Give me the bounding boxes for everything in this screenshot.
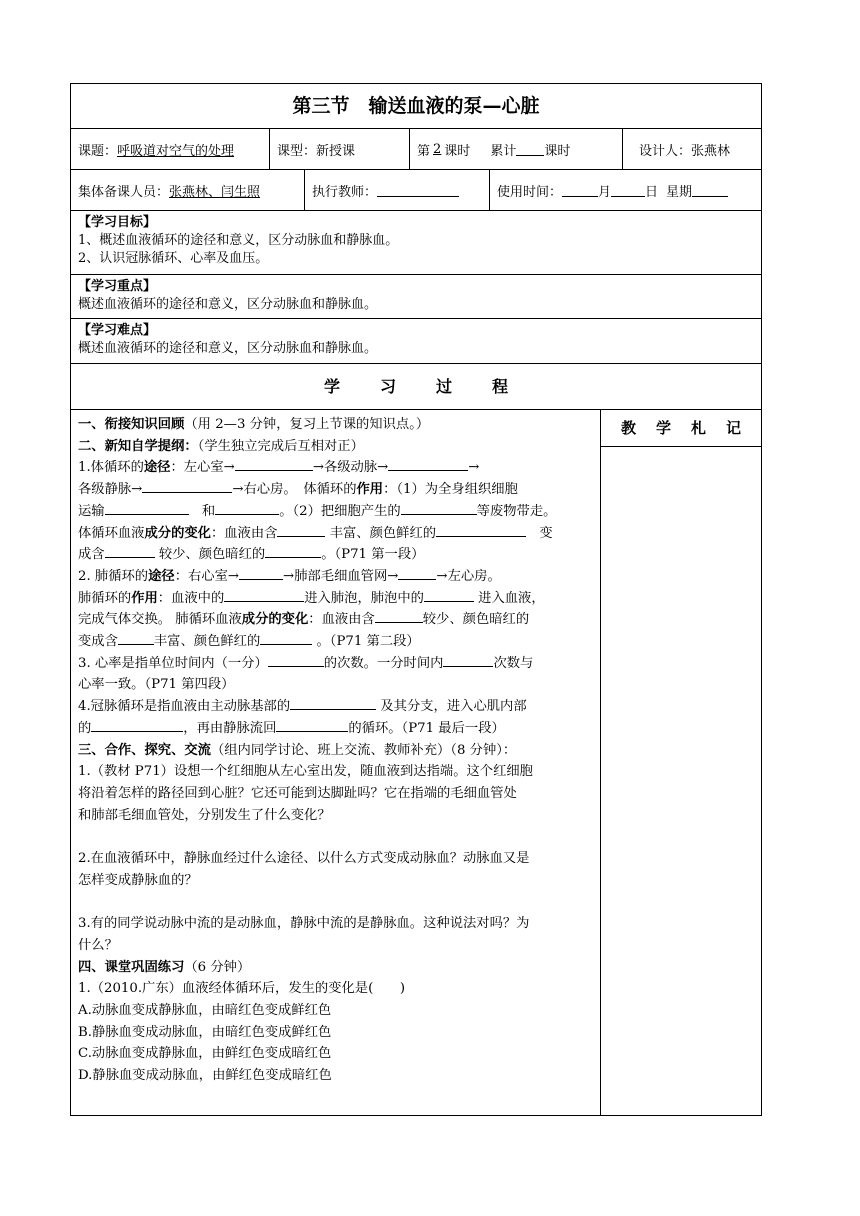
section-heading: 三、合作、探究、交流 bbox=[78, 742, 211, 758]
text: 1.体循环的 bbox=[78, 460, 144, 476]
key-points-text: 概述血液循环的途径和意义，区分动脉血和静脉血。 bbox=[78, 297, 378, 312]
text: 较少、颜色暗红的 bbox=[158, 547, 266, 563]
difficulties-text: 概述血液循环的途径和意义，区分动脉血和静脉血。 bbox=[78, 341, 378, 356]
text: 成含 bbox=[78, 547, 105, 563]
exercise-1: 1.（2010.广东）血液经体循环后，发生的变化是( ) bbox=[78, 981, 406, 997]
topic-cell bbox=[71, 129, 270, 169]
line bbox=[78, 653, 594, 675]
teacher-cell bbox=[305, 170, 490, 210]
text: 丰富、颜色鲜红的 bbox=[329, 525, 437, 541]
info-row-2 bbox=[71, 170, 761, 211]
group-value: 张燕林、闫生照 bbox=[169, 184, 261, 200]
text: 。（2）把细胞产生的 bbox=[279, 503, 401, 519]
process-char: 学 bbox=[323, 377, 340, 396]
line bbox=[78, 501, 594, 523]
fill-blank bbox=[118, 631, 154, 645]
period-suffix: 课时 bbox=[444, 143, 471, 159]
text: 成分的变化 bbox=[241, 612, 309, 628]
text: →各级动脉→ bbox=[312, 460, 389, 476]
process-char: 习 bbox=[379, 377, 396, 396]
line bbox=[78, 457, 594, 479]
text: 4.冠脉循环是指血液由主动脉基部的 bbox=[78, 699, 291, 715]
key-points-heading: 【学习重点】 bbox=[78, 279, 157, 294]
fill-blank bbox=[424, 588, 474, 602]
text: 及其分支，进入心肌内部 bbox=[380, 699, 527, 715]
fill-blank bbox=[375, 609, 423, 623]
total-blank bbox=[516, 142, 544, 156]
line: 心率一致。（P71 第四段） bbox=[78, 677, 235, 693]
text: 较少、颜色暗红的 bbox=[422, 612, 530, 628]
fill-blank bbox=[91, 718, 183, 732]
process-content bbox=[71, 410, 601, 1115]
section-note: （学生独立完成后互相对正） bbox=[197, 438, 364, 454]
process-body bbox=[71, 410, 761, 1115]
text: →左心房。 bbox=[436, 568, 501, 584]
question-3-cont: 什么？ bbox=[78, 937, 118, 953]
text: 运输 bbox=[78, 503, 105, 519]
text: 3. 心率是指单位时间内（一分） bbox=[78, 655, 268, 671]
section-note: （用 2—3 分钟，复习上节课的知识点。） bbox=[184, 417, 430, 432]
fill-blank bbox=[105, 501, 189, 515]
section-heading: 一、衔接知识回顾 bbox=[78, 417, 185, 432]
text: 次数与 bbox=[493, 655, 534, 671]
difficulties bbox=[71, 319, 761, 364]
text: 途径 bbox=[148, 568, 175, 584]
fill-blank bbox=[265, 544, 321, 558]
text: ，再由静脉流回 bbox=[183, 720, 277, 736]
question-1-cont: 和肺部毛细血管处，分别发生了什么变化？ bbox=[78, 807, 331, 823]
text: ：左心室→ bbox=[170, 460, 235, 476]
section-4 bbox=[78, 957, 594, 979]
text: 作用 bbox=[131, 590, 158, 606]
text: 完成气体交换。 肺循环血液 bbox=[78, 612, 242, 628]
text: 进入血液， bbox=[478, 590, 545, 606]
line bbox=[78, 479, 594, 501]
text: ：血液由含 bbox=[308, 612, 375, 628]
answer-space bbox=[78, 891, 594, 913]
text: →肺部毛细血管网→ bbox=[283, 568, 399, 584]
text: 各级静脉→ bbox=[78, 482, 143, 498]
text: 体循环血液 bbox=[78, 525, 145, 541]
text: 的循环。（P71 最后一段） bbox=[348, 720, 505, 736]
total-label: 累计 bbox=[490, 143, 517, 159]
period-cell bbox=[410, 129, 623, 169]
goal-item: 2、认识冠脉循环、心率及血压。 bbox=[78, 251, 269, 266]
period-prefix: 第 bbox=[417, 143, 431, 159]
day-blank bbox=[611, 183, 645, 197]
text: 变成含 bbox=[78, 634, 118, 650]
text: 。（P71 第一段） bbox=[321, 547, 425, 563]
text: 的次数。一分时间内 bbox=[323, 655, 444, 671]
line bbox=[78, 718, 594, 740]
topic-label: 课题： bbox=[78, 143, 118, 159]
fill-blank bbox=[235, 457, 313, 471]
goal-item: 1、概述血液循环的途径和意义，区分动脉血和静脉血。 bbox=[78, 233, 399, 248]
answer-space bbox=[78, 826, 594, 848]
text: →右心房。 体循环的 bbox=[232, 482, 357, 498]
line bbox=[78, 696, 594, 718]
info-row-1 bbox=[71, 129, 761, 170]
text: 2. 肺循环的 bbox=[78, 568, 149, 584]
text: ：右心室→ bbox=[174, 568, 240, 584]
option-d: D.静脉血变成动脉血，由鲜红色变成暗红色 bbox=[78, 1068, 332, 1084]
text: ：（1）为全身组织细胞 bbox=[383, 482, 518, 498]
text: 成分的变化 bbox=[144, 525, 211, 541]
fill-blank bbox=[277, 523, 325, 537]
section-heading: 四、课堂巩固练习 bbox=[78, 959, 185, 975]
designer: 设计人：张燕林 bbox=[639, 143, 731, 159]
week-label: 星期 bbox=[666, 184, 693, 200]
notes-heading bbox=[601, 410, 761, 447]
designer-cell bbox=[623, 129, 761, 169]
month-blank bbox=[562, 183, 598, 197]
line bbox=[78, 566, 594, 588]
fill-blank bbox=[260, 631, 312, 645]
section-note: （组内同学讨论、班上交流、教师补充）（8 分钟）： bbox=[210, 742, 517, 758]
text: 和 bbox=[201, 503, 216, 519]
fill-blank bbox=[388, 457, 468, 471]
teacher-blank bbox=[377, 183, 459, 197]
section-1 bbox=[78, 414, 594, 436]
section-heading: 二、新知自学提纲： bbox=[78, 438, 198, 454]
text: → bbox=[468, 460, 480, 476]
text: ：血液由含 bbox=[210, 525, 278, 541]
lesson-type: 课型：新授课 bbox=[277, 143, 356, 159]
text: 途径 bbox=[143, 460, 171, 476]
total-suffix: 课时 bbox=[544, 143, 571, 159]
fill-blank bbox=[401, 501, 477, 515]
fill-blank bbox=[268, 653, 324, 667]
week-blank bbox=[692, 183, 728, 197]
line bbox=[78, 588, 594, 610]
line bbox=[78, 544, 594, 566]
question-2: 2.在血液循环中，静脉血经过什么途径、以什么方式变成动脉血？动脉血又是 bbox=[78, 851, 530, 867]
notes-char: 教 bbox=[620, 419, 636, 437]
section-3 bbox=[78, 740, 594, 762]
line bbox=[78, 631, 594, 653]
notes-char: 学 bbox=[655, 419, 671, 437]
teacher-label: 执行教师： bbox=[312, 184, 378, 200]
goals-heading: 【学习目标】 bbox=[78, 215, 157, 230]
line bbox=[78, 609, 594, 631]
fill-blank bbox=[105, 544, 155, 558]
text: 的 bbox=[78, 720, 92, 736]
question-2-cont: 怎样变成静脉血的？ bbox=[78, 872, 198, 888]
option-b: B.静脉血变成动脉血，由暗红色变成鲜红色 bbox=[78, 1024, 332, 1040]
difficulties-heading: 【学习难点】 bbox=[78, 323, 157, 338]
period-value: 2 bbox=[433, 141, 442, 157]
section-2 bbox=[78, 436, 594, 458]
group-cell bbox=[71, 170, 305, 210]
text: 。（P71 第二段） bbox=[316, 634, 420, 650]
teaching-notes-column bbox=[601, 410, 761, 1115]
fill-blank bbox=[142, 479, 232, 493]
fill-blank bbox=[215, 501, 279, 515]
text: 等废物带走。 bbox=[476, 503, 557, 519]
fill-blank bbox=[290, 696, 376, 710]
question-3: 3.有的同学说动脉中流的是动脉血，静脉中流的是静脉血。这种说法对吗？为 bbox=[78, 916, 530, 932]
lesson-type-cell bbox=[270, 129, 410, 169]
text: ：血液中的 bbox=[157, 590, 225, 606]
notes-char: 札 bbox=[691, 419, 707, 437]
question-1-cont: 将沿着怎样的路径回到心脏？它还可能到达脚趾吗？它在指端的毛细血管处 bbox=[78, 785, 517, 801]
time-cell bbox=[490, 170, 761, 210]
fill-blank bbox=[443, 653, 493, 667]
text: 肺循环的 bbox=[78, 590, 132, 606]
fill-blank bbox=[224, 588, 304, 602]
option-c: C.动脉血变成静脉血，由鲜红色变成暗红色 bbox=[78, 1046, 332, 1062]
text: 进入肺泡，肺泡中的 bbox=[304, 590, 424, 606]
process-title bbox=[71, 364, 761, 410]
question-1: 1.（教材 P71）设想一个红细胞从左心室出发，随血液到达指端。这个红细胞 bbox=[78, 764, 533, 780]
process-char: 过 bbox=[436, 377, 453, 396]
line bbox=[78, 523, 594, 545]
topic-value: 呼吸道对空气的处理 bbox=[117, 143, 235, 159]
day-label: 日 bbox=[645, 184, 659, 200]
text: 作用 bbox=[356, 482, 384, 498]
fill-blank bbox=[276, 718, 348, 732]
fill-blank bbox=[398, 566, 436, 580]
learning-goals bbox=[71, 211, 761, 275]
text: 丰富、颜色鲜红的 bbox=[153, 634, 261, 650]
fill-blank bbox=[239, 566, 283, 580]
time-label: 使用时间： bbox=[497, 184, 563, 200]
key-points bbox=[71, 275, 761, 319]
lesson-plan-table bbox=[70, 83, 762, 1116]
text: 变 bbox=[539, 525, 553, 541]
page-title: 第三节 输送血液的泵—心脏 bbox=[71, 84, 761, 129]
option-a: A.动脉血变成静脉血，由暗红色变成鲜红色 bbox=[78, 1002, 332, 1018]
process-char: 程 bbox=[492, 377, 509, 396]
group-label: 集体备课人员： bbox=[78, 184, 170, 200]
fill-blank bbox=[436, 523, 526, 537]
month-label: 月 bbox=[598, 184, 612, 200]
section-note: （6 分钟） bbox=[184, 959, 251, 975]
notes-char: 记 bbox=[726, 419, 742, 437]
